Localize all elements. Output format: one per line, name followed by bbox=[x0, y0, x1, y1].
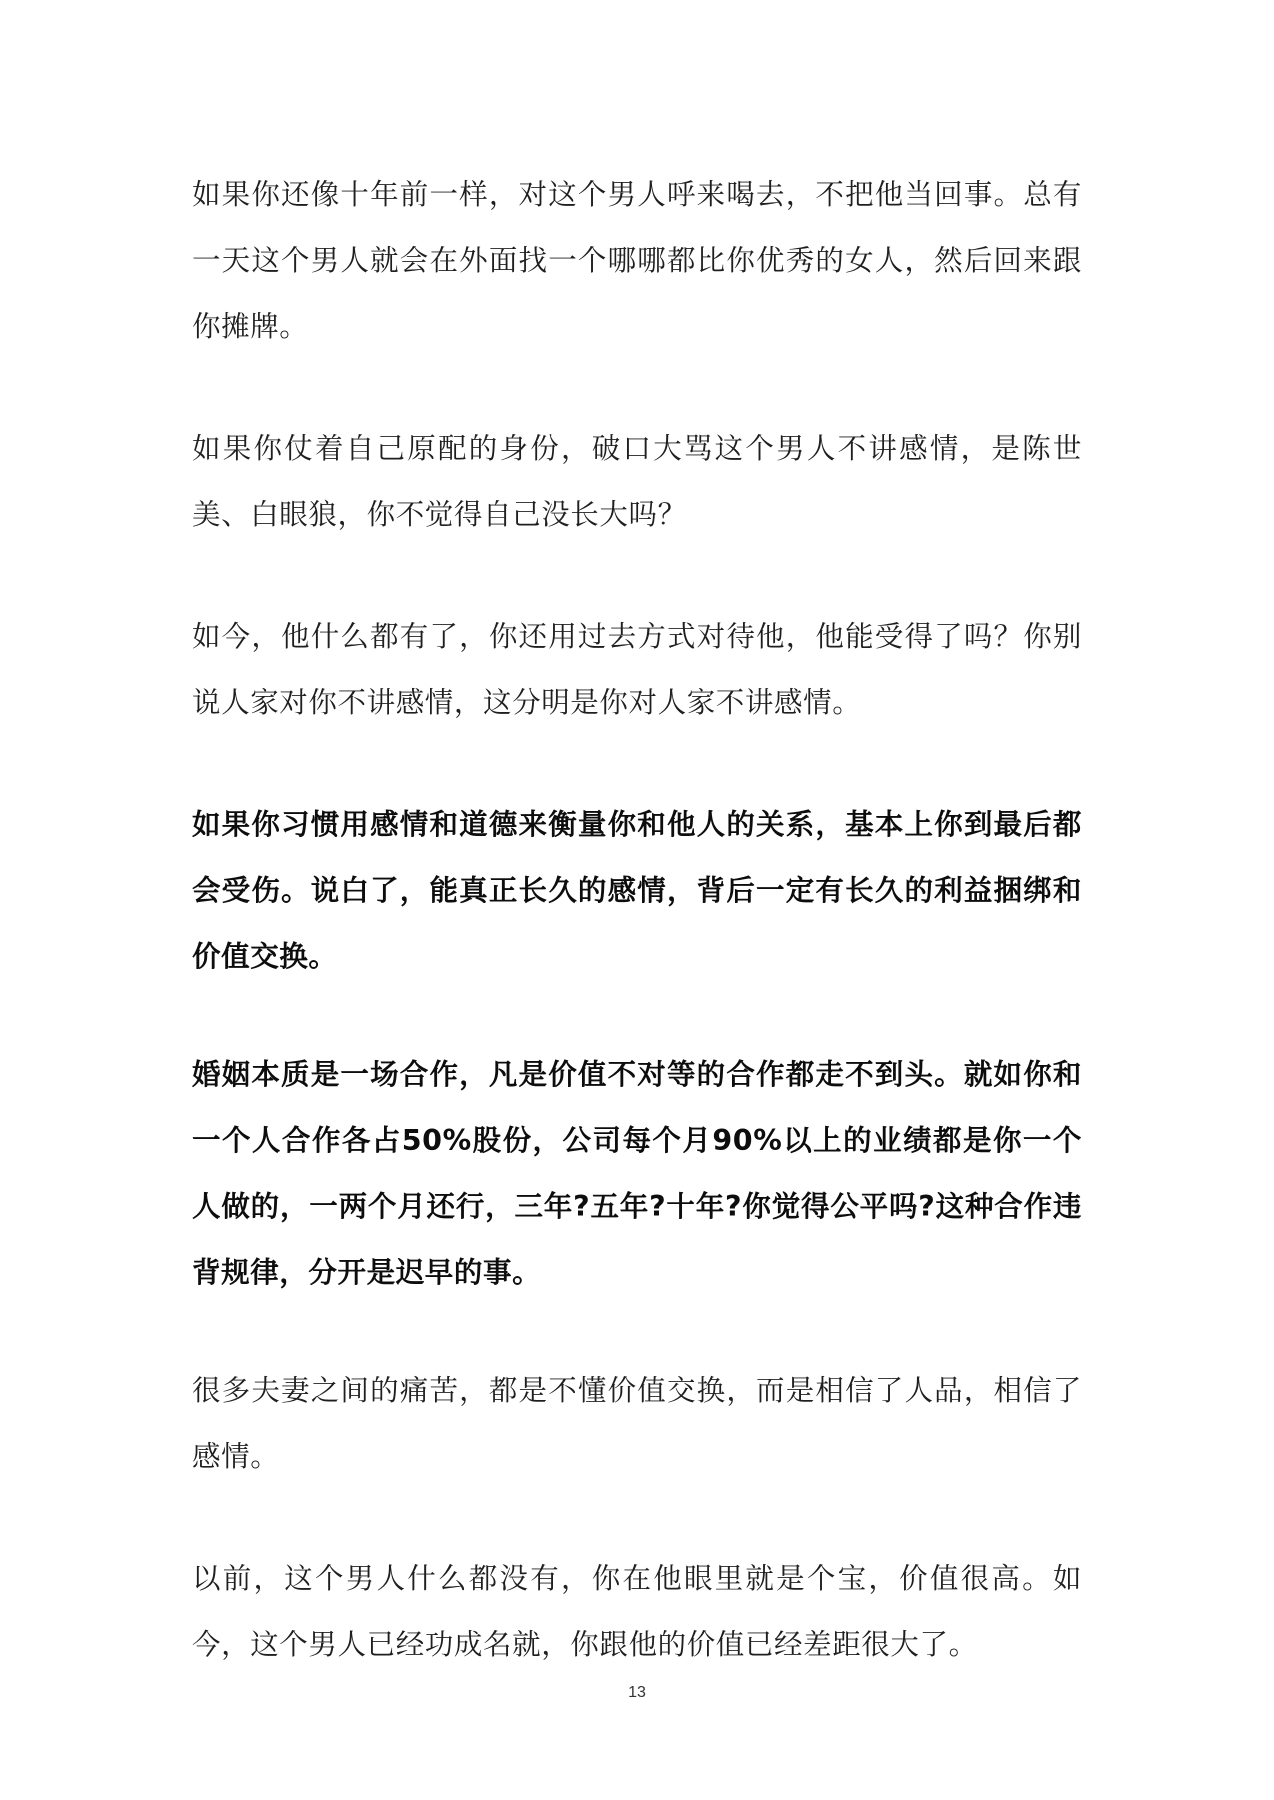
paragraph-3: 如今，他什么都有了，你还用过去方式对待他，他能受得了吗？你别说人家对你不讲感情，这分明是你对人家不讲感情。 bbox=[192, 620, 1082, 719]
paragraph-2: 如果你仗着自己原配的身份，破口大骂这个男人不讲感情，是陈世美、白眼狼，你不觉得自己没长大吗？ bbox=[192, 432, 1082, 531]
paragraph-5-bold: 婚姻本质是一场合作，凡是价值不对等的合作都走不到头。就如你和一个人合作各占50%股份，公司每个月90%以上的业绩都是你一个人做的，一两个月还行，三年?五年?十年?你觉得公平吗?这种合作违背规律，分开是迟早的事。 bbox=[192, 1058, 1082, 1289]
paragraph-6: 很多夫妻之间的痛苦，都是不懂价值交换，而是相信了人品，相信了感情。 bbox=[192, 1374, 1082, 1473]
document-body bbox=[192, 162, 1082, 1734]
paragraph-7: 以前，这个男人什么都没有，你在他眼里就是个宝，价值很高。如今，这个男人已经功成名就，你跟他的价值已经差距很大了。 bbox=[192, 1562, 1082, 1661]
paragraph-1: 如果你还像十年前一样，对这个男人呼来喝去，不把他当回事。总有一天这个男人就会在外面找一个哪哪都比你优秀的女人，然后回来跟你摊牌。 bbox=[192, 178, 1082, 343]
paragraph-4-bold: 如果你习惯用感情和道德来衡量你和他人的关系，基本上你到最后都会受伤。说白了，能真正长久的感情，背后一定有长久的利益捆绑和价值交换。 bbox=[192, 808, 1082, 973]
page-number: 13 bbox=[628, 1684, 646, 1701]
